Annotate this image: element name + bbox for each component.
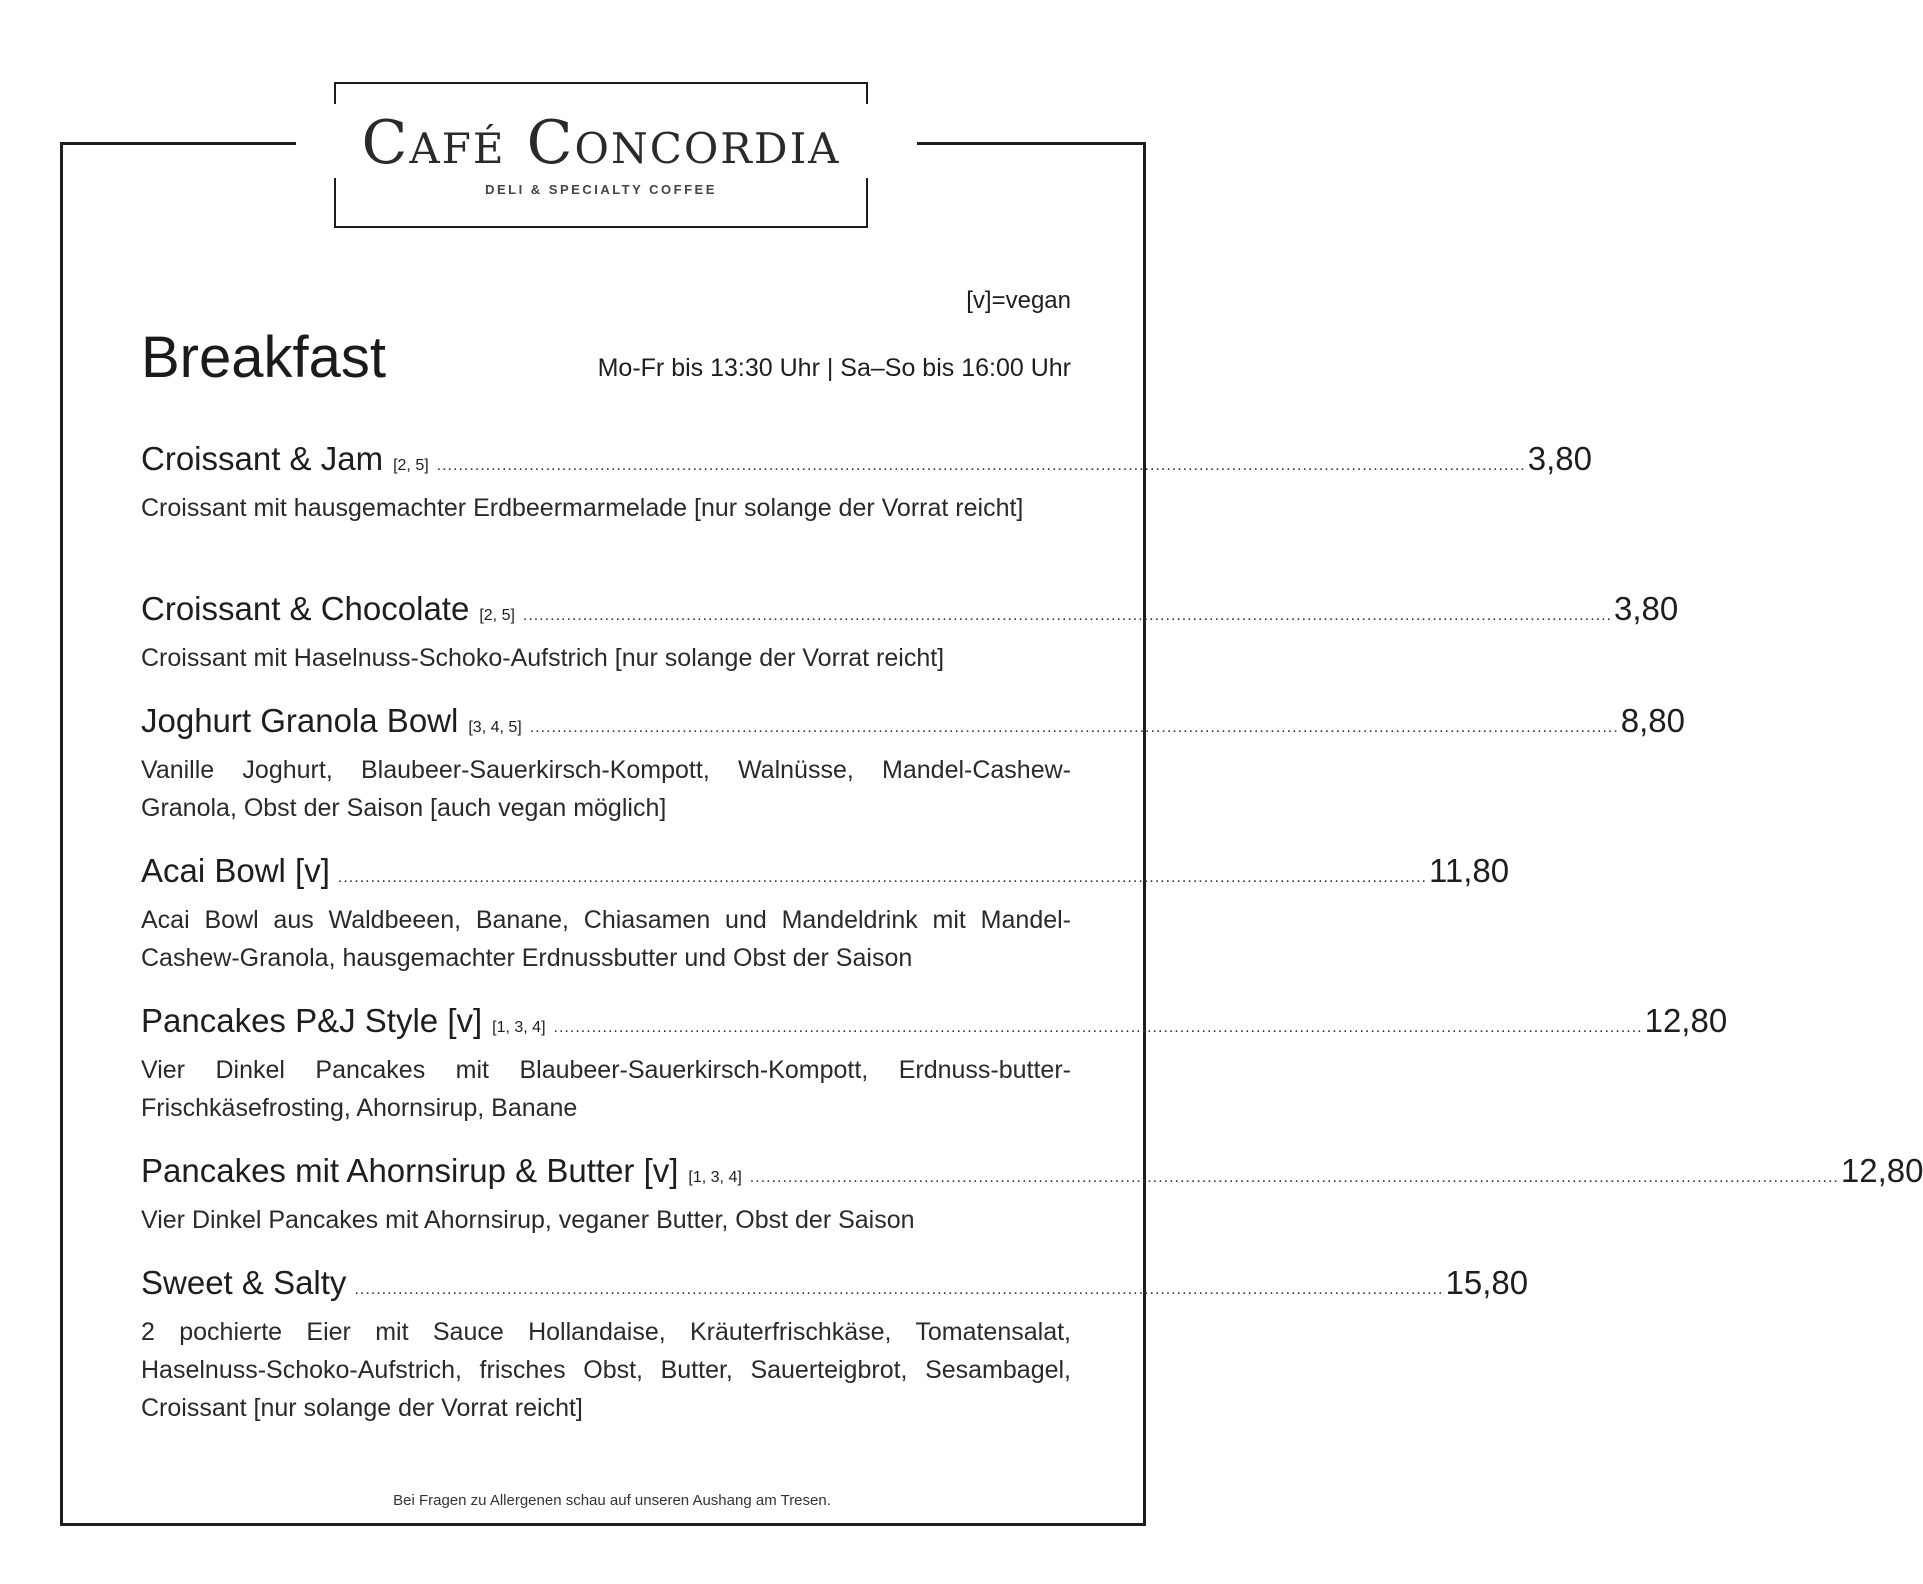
item-name: Sweet & Salty: [141, 1264, 347, 1301]
section-title: Breakfast: [141, 325, 386, 390]
menu-item: [141, 698, 1686, 827]
item-name: Croissant & Jam: [141, 440, 384, 477]
frame-top-left-line: [60, 142, 296, 145]
vegan-legend: [v]=vegan: [966, 287, 1071, 314]
item-allergens: [2, 5]: [479, 607, 515, 624]
item-price: 8,80: [1620, 702, 1686, 739]
leader-dots: ........................................................................................................................................................................................................: [522, 607, 1612, 624]
menu-item: [141, 1260, 1529, 1427]
item-description: Vanille Joghurt, Blaubeer-Sauerkirsch-Kompott, Walnüsse, Mandel-Cashew-Granola, Obst der Saison [auch vegan möglich]: [141, 756, 1071, 822]
menu-item: [141, 848, 1510, 977]
item-allergens: [2, 5]: [393, 457, 429, 474]
leader-dots: ........................................................................................................................................................................................................: [529, 719, 1619, 736]
item-allergens: [3, 4, 5]: [468, 719, 522, 736]
item-price: 11,80: [1428, 852, 1510, 889]
item-description: Croissant mit hausgemachter Erdbeermarmelade [nur solange der Vorrat reicht]: [141, 494, 1024, 522]
opening-hours: Mo-Fr bis 13:30 Uhr | Sa–So bis 16:00 Uhr: [597, 354, 1071, 382]
leader-dots: ........................................................................................................................................................................................................: [337, 869, 1427, 886]
frame-top-right-line: [917, 142, 1146, 145]
menu-item: [141, 1148, 1923, 1239]
item-description: Acai Bowl aus Waldbeeen, Banane, Chiasamen und Mandeldrink mit Mandel-Cashew-Granola, hausgemachter Erdnussbutter und Obst der Saison: [141, 906, 1071, 972]
item-price: 15,80: [1445, 1264, 1529, 1301]
item-name: Joghurt Granola Bowl: [141, 702, 459, 739]
logo-title: Café Concordia: [361, 108, 841, 178]
item-name: Croissant & Chocolate: [141, 590, 470, 627]
item-description: Vier Dinkel Pancakes mit Ahornsirup, veganer Butter, Obst der Saison: [141, 1206, 915, 1234]
item-description: Croissant mit Haselnuss-Schoko-Aufstrich [nur solange der Vorrat reicht]: [141, 644, 945, 672]
item-price: 12,80: [1840, 1152, 1923, 1189]
item-name: Pancakes P&J Style [v]: [141, 1002, 483, 1039]
menu-item: [141, 586, 1679, 677]
item-description: Vier Dinkel Pancakes mit Blaubeer-Sauerkirsch-Kompott, Erdnuss-butter-Frischkäsefrosting, Ahornsirup, Banane: [141, 1056, 1071, 1122]
leader-dots: ........................................................................................................................................................................................................: [436, 457, 1526, 474]
logo-subtitle: DELI & SPECIALTY COFFEE: [485, 182, 717, 197]
leader-dots: ........................................................................................................................................................................................................: [749, 1169, 1839, 1186]
leader-dots: ........................................................................................................................................................................................................: [553, 1019, 1643, 1036]
leader-dots: ........................................................................................................................................................................................................: [354, 1281, 1444, 1298]
item-name: Acai Bowl [v]: [141, 852, 330, 889]
item-price: 3,80: [1527, 440, 1592, 477]
item-allergens: [1, 3, 4]: [688, 1169, 742, 1186]
item-price: 12,80: [1644, 1002, 1728, 1039]
item-name: Pancakes mit Ahornsirup & Butter [v]: [141, 1152, 679, 1189]
item-allergens: [1, 3, 4]: [492, 1019, 546, 1036]
allergen-footer-note: Bei Fragen zu Allergenen schau auf unseren Aushang am Tresen.: [393, 1492, 831, 1509]
menu-item: [141, 436, 1592, 527]
item-description: 2 pochierte Eier mit Sauce Hollandaise, Kräuterfrischkäse, Tomatensalat, Haselnuss-Schoko-Aufstrich, frisches Obst, Butter, Sauerteigbrot, Sesambagel, Croissant [nur solange der Vorrat reicht]: [141, 1318, 1071, 1422]
item-price: 3,80: [1613, 590, 1679, 627]
cafe-logo: [334, 82, 868, 228]
menu-item: [141, 998, 1728, 1127]
